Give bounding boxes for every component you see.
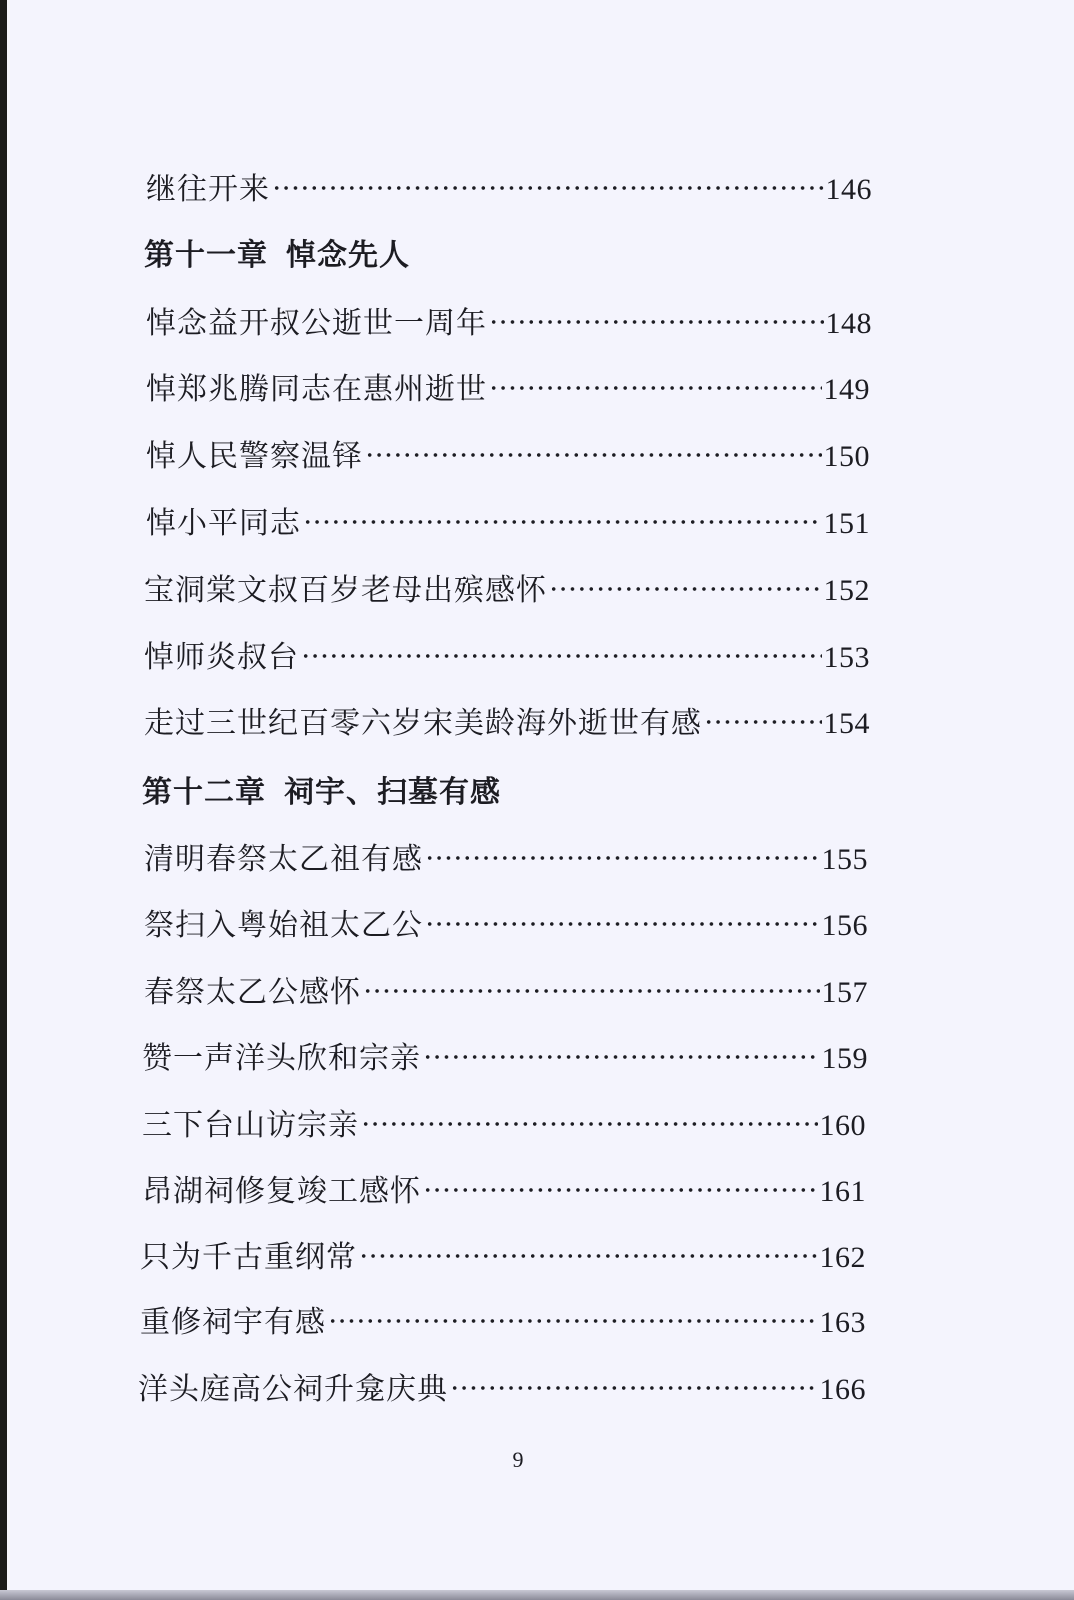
toc-entry[interactable] [146, 304, 872, 344]
toc-entry-page: 156 [821, 909, 868, 942]
dot-leader [328, 1318, 818, 1324]
toc-entry-title: 春祭太乙公感怀 [144, 975, 361, 1010]
toc-entry-title: 继往开来 [146, 172, 270, 207]
toc-entry-page: 159 [821, 1042, 868, 1075]
toc-entry-title: 悼小平同志 [146, 506, 301, 541]
toc-entry[interactable] [138, 1370, 866, 1410]
dot-leader [363, 988, 820, 994]
toc-entry[interactable] [140, 1238, 866, 1278]
dot-leader [489, 319, 824, 325]
toc-entry-page: 154 [823, 707, 870, 740]
dot-leader [423, 1187, 818, 1193]
toc-entry-title: 祭扫入粤始祖太乙公 [144, 908, 423, 943]
toc-entry-title: 昂湖祠修复竣工感怀 [142, 1174, 421, 1209]
toc-entry-page: 149 [823, 373, 870, 406]
toc-entry-title: 三下台山访宗亲 [142, 1108, 359, 1143]
dot-leader [301, 653, 822, 659]
toc-entry-page: 161 [819, 1175, 866, 1208]
toc-entry[interactable] [144, 571, 870, 611]
dot-leader [450, 1385, 818, 1391]
toc-entry-title: 宝洞棠文叔百岁老母出殡感怀 [144, 573, 547, 608]
toc-entry[interactable] [144, 906, 868, 946]
chapter-heading[interactable] [144, 236, 410, 276]
toc-entry-page: 157 [821, 976, 868, 1009]
toc-entry[interactable] [146, 170, 872, 210]
toc-entry[interactable] [142, 1039, 868, 1079]
toc-entry[interactable] [140, 1303, 866, 1343]
toc-entry-page: 162 [819, 1241, 866, 1274]
toc-entry[interactable] [144, 973, 868, 1013]
dot-leader [272, 185, 824, 191]
toc-entry-title: 赞一声洋头欣和宗亲 [142, 1041, 421, 1076]
chapter-heading[interactable] [142, 773, 501, 813]
chapter-title: 悼念先人 [286, 238, 410, 273]
page-number: 9 [512, 1447, 524, 1472]
toc-entry-page: 160 [819, 1109, 866, 1142]
toc-entry-title: 清明春祭太乙祖有感 [144, 842, 423, 877]
toc-entry-page: 163 [819, 1306, 866, 1339]
toc-entry-page: 152 [823, 574, 870, 607]
toc-entry-title: 悼师炎叔台 [144, 640, 299, 675]
dot-leader [359, 1253, 818, 1259]
scan-edge-bottom [0, 1590, 1074, 1600]
chapter-title: 祠宇、扫墓有感 [284, 775, 501, 810]
toc-entry-page: 146 [825, 173, 872, 206]
toc-entry-title: 悼郑兆腾同志在惠州逝世 [146, 372, 487, 407]
dot-leader [489, 385, 822, 391]
chapter-number: 第十一章 [144, 238, 268, 273]
chapter-number: 第十二章 [142, 775, 266, 810]
toc-entry-title: 洋头庭高公祠升龛庆典 [138, 1372, 448, 1407]
dot-leader [425, 921, 820, 927]
dot-leader [361, 1121, 818, 1127]
dot-leader [423, 1054, 820, 1060]
toc-entry[interactable] [142, 1106, 866, 1146]
toc-entry[interactable] [144, 840, 868, 880]
toc-entry-page: 155 [821, 843, 868, 876]
toc-entry-title: 悼念益开叔公逝世一周年 [146, 306, 487, 341]
dot-leader [425, 855, 820, 861]
toc-entry-title: 重修祠宇有感 [140, 1305, 326, 1340]
toc-entry-title: 只为千古重纲常 [140, 1240, 357, 1275]
toc-entry[interactable] [144, 638, 870, 678]
dot-leader [365, 452, 822, 458]
toc-entry[interactable] [146, 504, 870, 544]
toc-entry[interactable] [146, 370, 870, 410]
dot-leader [303, 519, 822, 525]
toc-entry-page: 153 [823, 641, 870, 674]
toc-entry[interactable] [142, 1172, 866, 1212]
toc-entry-title: 走过三世纪百零六岁宋美龄海外逝世有感 [144, 706, 702, 741]
toc-entry[interactable] [146, 437, 870, 477]
toc-entry-page: 166 [819, 1373, 866, 1406]
toc-entry[interactable] [144, 704, 870, 744]
toc-entry-title: 悼人民警察温铎 [146, 439, 363, 474]
dot-leader [704, 719, 822, 725]
dot-leader [549, 586, 822, 592]
toc-entry-page: 148 [825, 307, 872, 340]
toc-entry-page: 151 [823, 507, 870, 540]
toc-entry-page: 150 [823, 440, 870, 473]
